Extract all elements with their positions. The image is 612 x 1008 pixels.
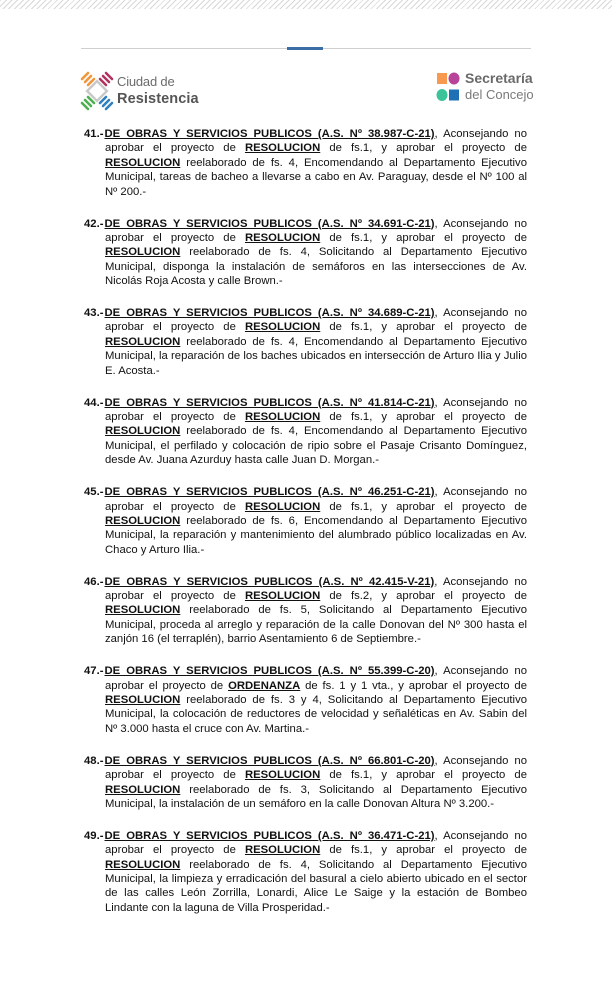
item-text: , Aconsejando no aprobar el proyecto de — [105, 307, 527, 334]
dispatch-item — [84, 575, 527, 647]
item-text: reelaborado de fs. 6, Encomendando al Departamento Ejecutivo Municipal, la reparación y mantenimiento del alumbrado público localizadas en Av. Chaco y Arturo Ilia.- — [105, 514, 527, 556]
logo-left-line1: Ciudad de — [117, 74, 175, 89]
item-heading: DE OBRAS Y SERVICIOS PUBLICOS (A.S. Nº 42.415-V-21) — [104, 575, 435, 588]
item-text: , Aconsejando no aprobar el proyecto de — [105, 754, 527, 782]
item-keyword: ORDENANZA — [228, 679, 301, 692]
item-keyword: RESOLUCION — [244, 500, 321, 513]
logo-right-line2: del Concejo — [465, 87, 534, 102]
item-number: 42.- — [84, 217, 104, 230]
item-text: reelaborado de fs. 4, Encomendando al Departamento Ejecutivo Municipal, tareas de bacheo a llevarse a cabo en Av. Paraguay, desde el Nº 100 al Nº 200.- — [105, 156, 527, 198]
item-keyword: RESOLUCION — [105, 425, 181, 438]
item-text: reelaborado de fs. 4, Encomendando al Departamento Ejecutivo Municipal, el perfilado y colocación de ripio sobre el Pasaje Crisanto Domínguez, desde Av. Juana Azurduy hasta calle Juan D. Morgan.- — [105, 425, 527, 467]
item-text: reelaborado de fs. 3, Solicitando al Departamento Ejecutivo Municipal, la instalación de un semáforo en la calle Donovan Altura Nº 3.200.- — [105, 783, 527, 810]
item-heading: DE OBRAS Y SERVICIOS PUBLICOS (A.S. Nº 41.814-C-21) — [104, 396, 435, 409]
item-body — [105, 754, 527, 812]
item-heading: DE OBRAS Y SERVICIOS PUBLICOS (A.S. Nº 66.801-C-20) — [104, 754, 435, 767]
item-keyword: RESOLUCION — [105, 604, 181, 617]
item-heading: DE OBRAS Y SERVICIOS PUBLICOS (A.S. Nº 34.691-C-21) — [104, 217, 435, 230]
resistencia-emblem-icon — [80, 70, 114, 112]
item-heading: DE OBRAS Y SERVICIOS PUBLICOS (A.S. Nº 46.251-C-21) — [104, 486, 435, 499]
item-text: reelaborado de fs. 4, Encomendando al Departamento Ejecutivo Municipal, la reparación de los baches ubicados en intersección de Arturo Ilia y Julio E. Acosta.- — [105, 335, 527, 377]
item-number: 47.- — [84, 665, 104, 678]
item-text: , Aconsejando no aprobar el proyecto de — [105, 217, 527, 244]
item-text: de fs.1, y aprobar el proyecto de — [320, 411, 527, 423]
item-heading: DE OBRAS Y SERVICIOS PUBLICOS (A.S. Nº 36.471-C-21) — [104, 829, 435, 842]
dispatch-item — [84, 217, 527, 289]
item-number: 46.- — [84, 575, 104, 588]
dispatch-list — [84, 127, 527, 933]
item-keyword: RESOLUCION — [244, 844, 321, 857]
dispatch-item — [84, 664, 527, 736]
item-keyword: RESOLUCION — [244, 321, 321, 334]
item-number: 43.- — [84, 307, 104, 320]
item-keyword: RESOLUCION — [244, 411, 321, 423]
item-keyword: RESOLUCION — [105, 335, 181, 348]
logo-left-line2: Resistencia — [117, 91, 199, 107]
item-keyword: RESOLUCION — [244, 769, 321, 782]
dispatch-item — [84, 306, 527, 378]
logo-right-line1: Secretaría — [465, 70, 533, 86]
item-keyword: RESOLUCION — [244, 231, 321, 244]
item-text: , Aconsejando no aprobar el proyecto de — [105, 665, 527, 692]
item-text: de fs. 1 y 1 vta., y aprobar el proyecto de — [300, 679, 527, 692]
item-number: 45.- — [84, 486, 104, 499]
item-keyword: RESOLUCION — [105, 514, 181, 527]
item-number: 49.- — [84, 829, 104, 842]
item-keyword: RESOLUCION — [105, 694, 181, 706]
item-text: de fs.1, y aprobar el proyecto de — [320, 769, 527, 782]
ciudad-de-resistencia-logo — [80, 70, 200, 114]
item-text: reelaborado de fs. 3 y 4, Solicitando al Departamento Ejecutivo Municipal, la colocación de reductores de velocidad y señaléticas en Av. Sabin del Nº 3.000 hasta el cruce con Av. Martina.- — [105, 694, 527, 735]
item-text: , Aconsejando no aprobar el proyecto de — [105, 128, 527, 155]
item-keyword: RESOLUCION — [244, 590, 321, 603]
secretaria-del-concejo-logo — [436, 70, 546, 110]
item-text: de fs.1, y aprobar el proyecto de — [320, 321, 527, 334]
secretaria-shapes-icon — [436, 70, 462, 104]
dispatch-item — [84, 829, 527, 915]
item-text: de fs.1, y aprobar el proyecto de — [320, 231, 527, 244]
dispatch-item — [84, 754, 527, 812]
dispatch-item — [84, 396, 527, 468]
item-keyword: RESOLUCION — [105, 156, 181, 169]
item-body — [105, 664, 527, 736]
item-body — [105, 829, 527, 915]
header-divider-accent — [287, 47, 323, 50]
item-body — [105, 575, 527, 647]
item-keyword: RESOLUCION — [105, 783, 181, 796]
item-text: reelaborado de fs. 4, Solicitando al Departamento Ejecutivo Municipal, la limpieza y erradicación del basural a cielo abierto ubicado en el sector de las calles León Zorrilla, Lonardi, Alice Le Saige y la estación de Bombeo Lindante con la laguna de Villa Prosperidad.- — [105, 858, 527, 914]
dispatch-item — [84, 127, 527, 199]
item-number: 48.- — [84, 754, 104, 767]
dispatch-item — [84, 485, 527, 557]
item-text: reelaborado de fs. 5, Solicitando al Departamento Ejecutivo Municipal, proceda al arreglo y reparación de la calle Donovan del Nº 300 hasta el zanjón 16 (el terraplén), barrio Asentamiento 6 de Septiembre.- — [105, 604, 527, 646]
item-keyword: RESOLUCION — [105, 858, 181, 871]
item-text: de fs.1, y aprobar el proyecto de — [320, 500, 527, 513]
item-text: reelaborado de fs. 4, Solicitando al Departamento Ejecutivo Municipal, disponga la instalación de semáforos en las intersecciones de Av. Nicolás Roja Acosta y calle Brown.- — [105, 246, 527, 288]
item-text: de fs.1, y aprobar el proyecto de — [320, 142, 527, 155]
item-keyword: RESOLUCION — [244, 142, 321, 155]
item-heading: DE OBRAS Y SERVICIOS PUBLICOS (A.S. Nº 34.689-C-21) — [104, 307, 435, 320]
top-hatch-border — [0, 0, 612, 9]
item-heading: DE OBRAS Y SERVICIOS PUBLICOS (A.S. Nº 38.987-C-21) — [104, 128, 435, 140]
item-text: de fs.1, y aprobar el proyecto de — [320, 844, 527, 857]
item-text: , Aconsejando no aprobar el proyecto de — [105, 575, 527, 603]
item-text: , Aconsejando no aprobar el proyecto de — [105, 829, 527, 857]
item-text: de fs.2, y aprobar el proyecto de — [320, 590, 527, 603]
item-body — [105, 485, 527, 557]
item-text: , Aconsejando no aprobar el proyecto de — [105, 396, 527, 423]
item-keyword: RESOLUCION — [105, 246, 181, 259]
item-number: 41.- — [84, 128, 104, 140]
item-body — [105, 217, 527, 289]
item-body — [105, 396, 527, 468]
item-number: 44.- — [84, 396, 104, 409]
item-heading: DE OBRAS Y SERVICIOS PUBLICOS (A.S. Nº 55.399-C-20) — [104, 665, 435, 678]
item-body — [105, 306, 527, 378]
item-text: , Aconsejando no aprobar el proyecto de — [105, 486, 527, 513]
item-body — [105, 127, 527, 199]
